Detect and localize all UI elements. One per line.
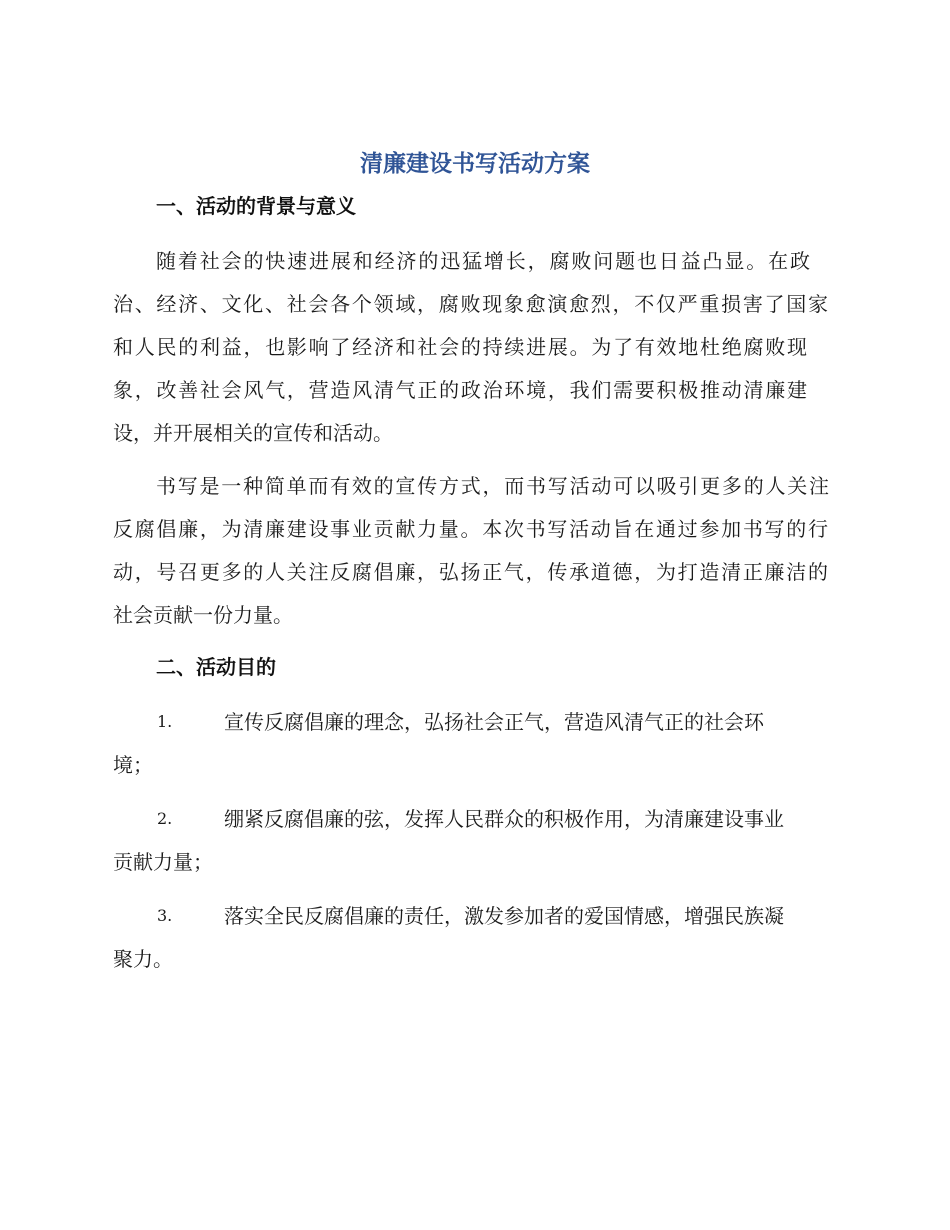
list-item-text: 贡献力量； <box>113 850 213 874</box>
paragraph-line: 动，号召更多的人关注反腐倡廉，弘扬正气，传承道德，为打造清正廉洁的 <box>113 560 828 584</box>
list-item-text: 绷紧反腐倡廉的弦，发挥人民群众的积极作用，为清廉建设事业 <box>224 807 784 831</box>
list-item-text: 境； <box>113 753 153 777</box>
paragraph-line: 反腐倡廉，为清廉建设事业贡献力量。本次书写活动旨在通过参加书写的行 <box>113 517 828 541</box>
section-heading-purpose: 二、活动目的 <box>156 655 276 679</box>
paragraph-line: 治、经济、文化、社会各个领域，腐败现象愈演愈烈，不仅严重损害了国家 <box>113 292 828 316</box>
list-item-number: 3. <box>157 906 173 925</box>
list-item-text: 聚力。 <box>113 947 173 971</box>
list-item-text: 落实全民反腐倡廉的责任，激发参加者的爱国情感，增强民族凝 <box>224 904 784 928</box>
document-title: 清廉建设书写活动方案 <box>360 151 590 177</box>
paragraph-line: 书写是一种简单而有效的宣传方式，而书写活动可以吸引更多的人关注 <box>156 474 829 498</box>
paragraph-line: 和人民的利益，也影响了经济和社会的持续进展。为了有效地杜绝腐败现 <box>113 335 807 359</box>
list-item-number: 2. <box>157 809 173 828</box>
list-item-text: 宣传反腐倡廉的理念，弘扬社会正气，营造风清气正的社会环 <box>224 710 764 734</box>
paragraph-line: 随着社会的快速进展和经济的迅猛增长，腐败问题也日益凸显。在政 <box>156 249 810 273</box>
paragraph-line: 设，并开展相关的宣传和活动。 <box>113 421 393 445</box>
paragraph-line: 社会贡献一份力量。 <box>113 603 293 627</box>
section-heading-background: 一、活动的背景与意义 <box>156 194 356 218</box>
list-item-number: 1. <box>157 712 173 731</box>
paragraph-line: 象，改善社会风气，营造风清气正的政治环境，我们需要积极推动清廉建 <box>113 378 807 402</box>
